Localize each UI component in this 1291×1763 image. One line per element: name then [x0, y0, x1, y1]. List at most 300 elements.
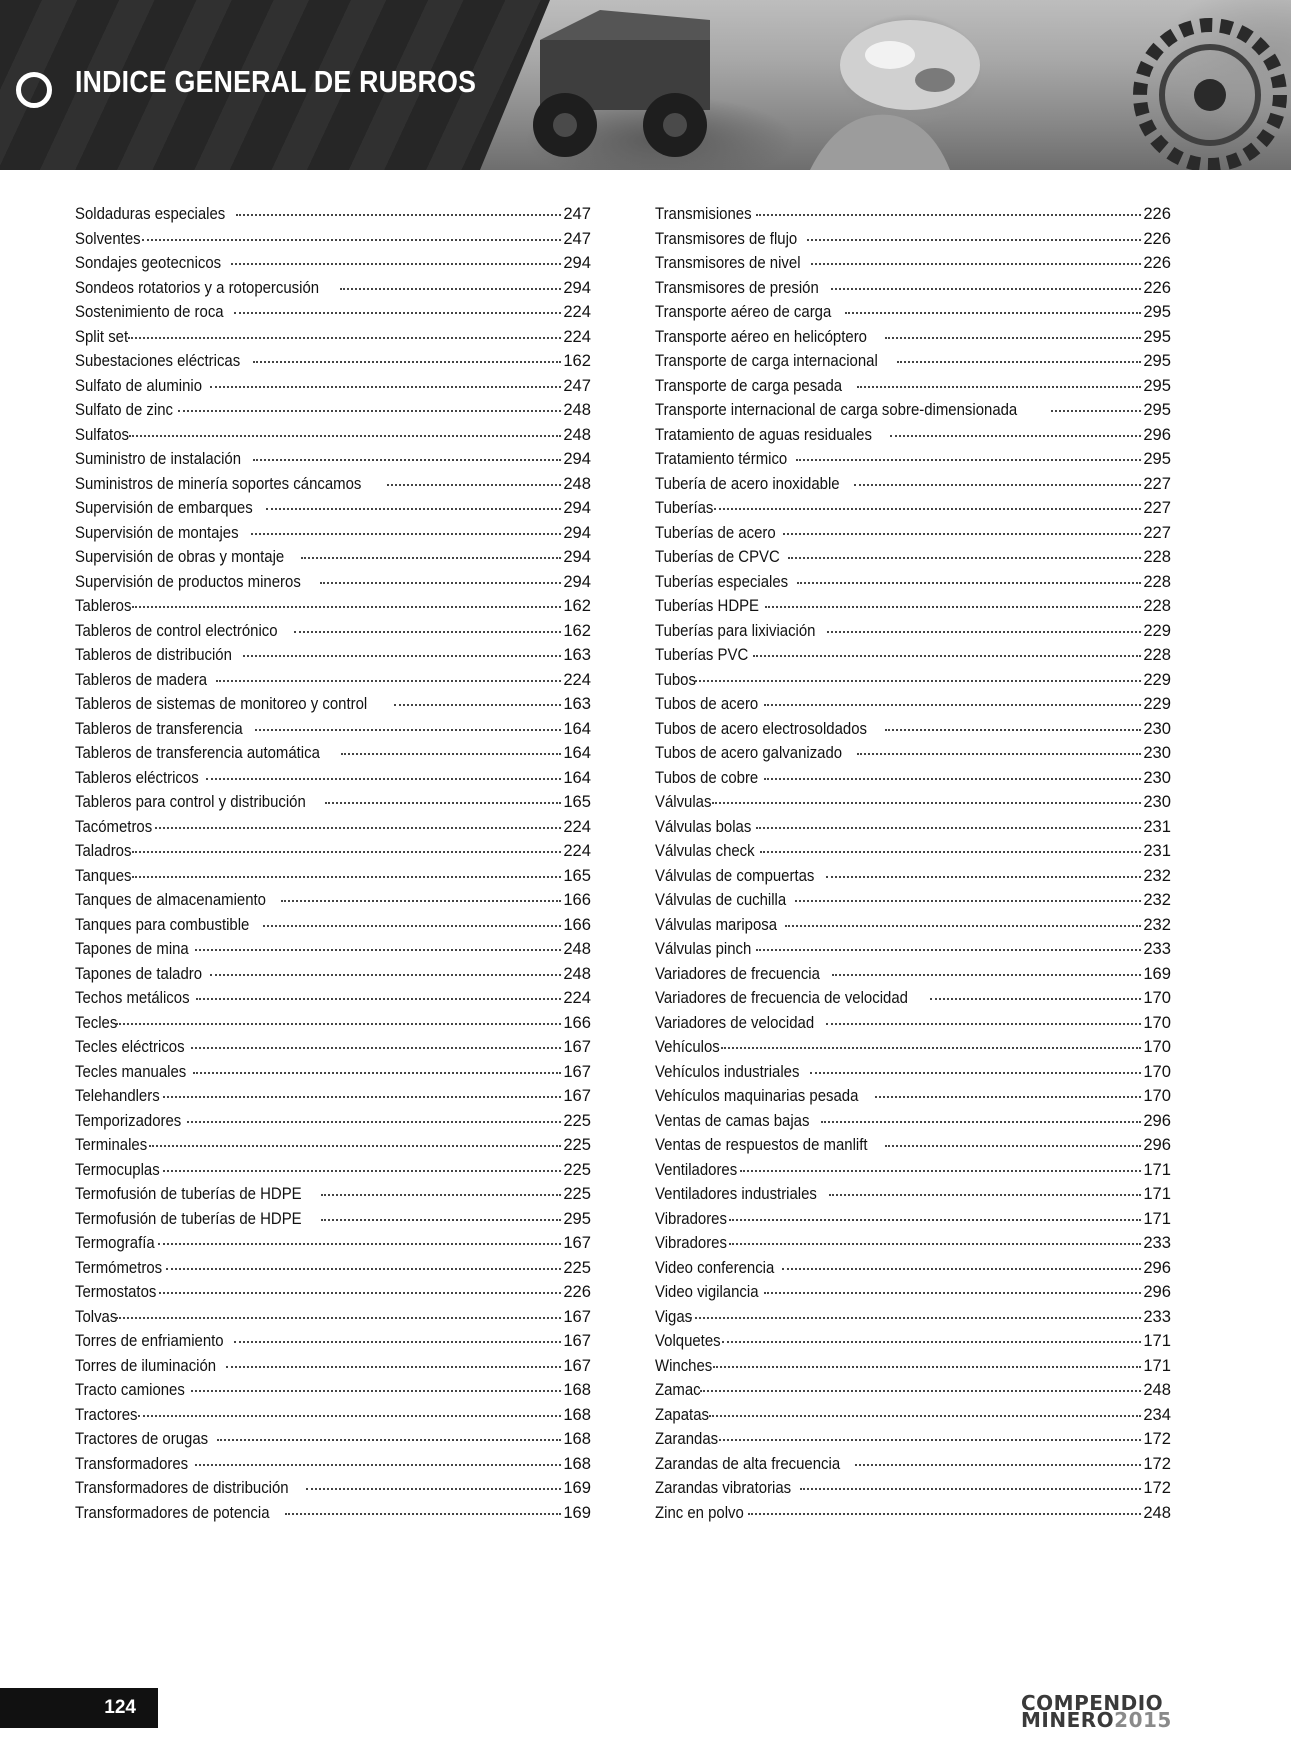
dot-leader [243, 655, 561, 657]
index-term: Sondajes geotecnicos [75, 253, 222, 272]
dot-leader [729, 1243, 1141, 1245]
index-page-number: 227 [1143, 498, 1171, 517]
index-entry [655, 1109, 1171, 1134]
index-page-number: 168 [563, 1380, 591, 1399]
dot-leader [251, 533, 562, 535]
index-page-number: 294 [563, 277, 591, 297]
dot-leader [885, 337, 1142, 339]
index-entry [655, 276, 1171, 301]
dot-leader [187, 1121, 561, 1123]
dot-leader [890, 435, 1141, 437]
index-page-number: 169 [563, 1502, 591, 1522]
index-term: Vibradores [655, 1233, 727, 1252]
index-page-number: 172 [1143, 1429, 1171, 1448]
index-entry [75, 447, 591, 472]
index-page-number: 226 [1143, 204, 1171, 223]
index-term: Torres de enfriamiento [75, 1331, 224, 1350]
dot-leader [142, 239, 561, 241]
index-term: Termocuplas [75, 1159, 160, 1179]
index-term: Taladros [75, 841, 132, 860]
index-entry [655, 1329, 1171, 1354]
circle-icon [16, 72, 52, 108]
index-page-number: 230 [1143, 767, 1171, 787]
dot-leader [263, 925, 562, 927]
index-page-number: 171 [1143, 1159, 1171, 1179]
dot-leader [1051, 410, 1141, 412]
index-entry [75, 423, 591, 448]
index-page-number: 248 [563, 424, 591, 444]
index-entry [655, 888, 1171, 913]
index-term: Tubería de acero inoxidable [655, 473, 840, 493]
index-entry [75, 300, 591, 325]
index-page-number: 296 [1143, 1135, 1171, 1154]
dot-leader [132, 876, 562, 878]
index-term: Válvulas pinch [655, 939, 752, 958]
dot-leader [713, 1366, 1142, 1368]
index-term: Tableros de distribución [75, 645, 232, 664]
index-term: Tableros de control electrónico [75, 620, 278, 640]
dot-leader [875, 1096, 1141, 1098]
dot-leader [756, 214, 1141, 216]
index-term: Válvulas mariposa [655, 914, 778, 934]
index-page-number: 224 [563, 669, 591, 689]
dot-leader [719, 1439, 1141, 1441]
index-entry [75, 521, 591, 546]
index-term: Tecles eléctricos [75, 1037, 185, 1056]
dot-leader [116, 1023, 561, 1025]
index-page-number: 294 [563, 253, 591, 272]
index-entry [75, 398, 591, 423]
dot-leader [721, 1047, 1141, 1049]
index-entry [655, 1476, 1171, 1501]
index-entry [75, 1109, 591, 1134]
index-entry [655, 1035, 1171, 1060]
dot-leader [930, 998, 1141, 1000]
index-entry [75, 1256, 591, 1281]
index-page-number: 294 [563, 571, 591, 591]
index-page-number: 295 [1143, 351, 1171, 370]
index-entry [655, 472, 1171, 497]
index-term: Ventiladores industriales [655, 1184, 817, 1203]
dot-leader [306, 1488, 561, 1490]
dot-leader [756, 949, 1141, 951]
dot-leader [854, 484, 1141, 486]
index-entry [655, 594, 1171, 619]
index-entry [655, 202, 1171, 227]
index-entry [655, 1501, 1171, 1526]
index-entry [655, 815, 1171, 840]
index-page-number: 228 [1143, 547, 1171, 566]
dot-leader [163, 1170, 561, 1172]
index-entry [655, 643, 1171, 668]
index-term: Tableros de transferencia automática [75, 743, 320, 762]
index-page-number: 296 [1143, 424, 1171, 444]
index-term: Tecles manuales [75, 1061, 187, 1081]
index-page-number: 294 [563, 449, 591, 468]
index-term: Tuberías de acero [655, 522, 776, 542]
dot-leader [722, 1341, 1141, 1343]
index-term: Transmisores de presión [655, 277, 819, 297]
index-term: Video conferencia [655, 1257, 775, 1277]
index-page-number: 162 [563, 596, 591, 615]
index-page-number: 168 [563, 1453, 591, 1473]
index-entry [655, 668, 1171, 693]
index-term: Tubos [655, 669, 696, 689]
index-page-number: 296 [1143, 1257, 1171, 1277]
index-entry [75, 692, 591, 717]
index-page-number: 294 [563, 522, 591, 542]
index-entry [655, 227, 1171, 252]
index-column-right [655, 202, 1171, 1525]
dot-leader [285, 1513, 561, 1515]
index-term: Tanques para combustible [75, 914, 250, 934]
index-page-number: 229 [1143, 694, 1171, 713]
dot-leader [206, 778, 561, 780]
index-entry [75, 619, 591, 644]
dot-leader [226, 1366, 562, 1368]
index-page-number: 171 [1143, 1331, 1171, 1350]
dot-leader [885, 1145, 1141, 1147]
dot-leader [301, 557, 561, 559]
index-entry [75, 1329, 591, 1354]
index-page-number: 228 [1143, 645, 1171, 664]
dot-leader [740, 1170, 1141, 1172]
index-term: Tableros [75, 596, 132, 615]
index-term: Zapatas [655, 1404, 709, 1424]
index-term: Transmisores de nivel [655, 253, 801, 272]
index-page-number: 248 [1143, 1380, 1171, 1399]
index-entry [75, 864, 591, 889]
dot-leader [788, 557, 1142, 559]
dot-leader [128, 337, 561, 339]
index-page-number: 248 [563, 400, 591, 419]
index-entry [75, 1452, 591, 1477]
index-entry [75, 962, 591, 987]
index-entry [75, 1378, 591, 1403]
index-entry [655, 1158, 1171, 1183]
dot-leader [195, 949, 561, 951]
index-entry [655, 447, 1171, 472]
dot-leader [216, 680, 562, 682]
index-term: Supervisión de productos mineros [75, 571, 301, 591]
index-entry [75, 276, 591, 301]
index-entry [75, 937, 591, 962]
index-entry [75, 741, 591, 766]
index-entry [655, 962, 1171, 987]
dot-leader [158, 1243, 562, 1245]
dot-leader [829, 1194, 1141, 1196]
index-page-number: 169 [1143, 963, 1171, 983]
dot-leader [166, 1268, 561, 1270]
index-page-number: 296 [1143, 1110, 1171, 1130]
index-entry [75, 839, 591, 864]
dot-leader [845, 312, 1141, 314]
index-term: Válvulas bolas [655, 816, 752, 836]
index-entry [75, 202, 591, 227]
index-term: Termostatos [75, 1282, 157, 1301]
dot-leader [760, 851, 1142, 853]
index-term: Transmisiones [655, 204, 752, 223]
index-term: Suministro de instalación [75, 449, 242, 468]
index-term: Tractores de orugas [75, 1429, 209, 1448]
index-term: Subestaciones eléctricas [75, 351, 241, 370]
dot-leader [217, 1439, 561, 1441]
index-entry [655, 1378, 1171, 1403]
index-term: Transmisores de flujo [655, 228, 798, 248]
index-entry [75, 1427, 591, 1452]
index-page-number: 296 [1143, 1282, 1171, 1301]
dot-leader [155, 827, 562, 829]
index-page-number: 295 [1143, 302, 1171, 321]
index-page-number: 170 [1143, 1061, 1171, 1081]
index-page-number: 169 [563, 1478, 591, 1497]
dot-leader [897, 361, 1142, 363]
brand-logo [1021, 1691, 1221, 1735]
index-term: Zamac [655, 1380, 701, 1399]
dot-leader [116, 1317, 561, 1319]
index-page-number: 231 [1143, 841, 1171, 860]
dot-leader [236, 214, 561, 216]
dot-leader [231, 263, 561, 265]
dot-leader [341, 753, 561, 755]
dot-leader [253, 459, 561, 461]
index-entry [655, 1427, 1171, 1452]
dot-leader [129, 435, 561, 437]
index-entry [655, 349, 1171, 374]
index-term: Supervisión de montajes [75, 522, 239, 542]
index-entry [655, 251, 1171, 276]
index-entry [655, 766, 1171, 791]
page-title: INDICE GENERAL DE RUBROS [75, 64, 477, 99]
index-term: Supervisión de obras y montaje [75, 547, 285, 566]
index-entry [75, 1158, 591, 1183]
brand-line2 [1021, 1708, 1221, 1732]
dot-leader [714, 508, 1141, 510]
index-term: Sondeos rotatorios y a rotopercusión [75, 277, 320, 297]
dot-leader [178, 410, 561, 412]
index-page-number: 295 [1143, 449, 1171, 468]
dot-leader [195, 1464, 562, 1466]
index-entry [655, 325, 1171, 350]
index-page-number: 167 [563, 1037, 591, 1056]
index-entry [75, 643, 591, 668]
dot-leader [782, 1268, 1142, 1270]
dot-leader [210, 974, 561, 976]
dot-leader [709, 1415, 1141, 1417]
index-entry [75, 472, 591, 497]
dot-leader [753, 655, 1142, 657]
index-entry [655, 1084, 1171, 1109]
index-term: Transporte de carga internacional [655, 351, 878, 370]
index-term: Tuberías PVC [655, 645, 749, 664]
index-page-number: 232 [1143, 914, 1171, 934]
index-entry [75, 913, 591, 938]
index-page-number: 226 [1143, 253, 1171, 272]
index-term: Vehículos industriales [655, 1061, 800, 1081]
index-term: Suministros de minería soportes cáncamos [75, 473, 362, 493]
index-page-number: 225 [563, 1184, 591, 1203]
index-page-number: 167 [563, 1355, 591, 1375]
header-photo-illustration [480, 0, 1291, 170]
brand-line1: COMPENDIO [1021, 1691, 1164, 1715]
index-term: Sulfato de aluminio [75, 375, 203, 395]
index-page-number: 247 [563, 375, 591, 395]
index-entry [75, 1207, 591, 1232]
index-page-number: 228 [1143, 596, 1171, 615]
index-entry [655, 570, 1171, 595]
index-term: Tapones de mina [75, 939, 189, 958]
index-page-number: 225 [563, 1257, 591, 1277]
index-term: Termofusión de tuberías de HDPE [75, 1184, 302, 1203]
index-entry [655, 1231, 1171, 1256]
index-entry [75, 227, 591, 252]
index-term: Tolvas [75, 1306, 118, 1326]
dot-leader [321, 1194, 562, 1196]
dot-leader [281, 900, 561, 902]
index-entry [75, 1011, 591, 1036]
index-page-number: 226 [1143, 228, 1171, 248]
index-entry [655, 741, 1171, 766]
index-entry [75, 790, 591, 815]
index-page-number: 165 [563, 865, 591, 885]
index-page-number: 230 [1143, 718, 1171, 738]
index-term: Torres de iluminación [75, 1355, 217, 1375]
index-term: Tacómetros [75, 816, 153, 836]
index-term: Ventiladores [655, 1159, 738, 1179]
index-entry [75, 594, 591, 619]
dot-leader [783, 533, 1141, 535]
index-entry [655, 545, 1171, 570]
index-entry [655, 1011, 1171, 1036]
index-term: Transformadores de distribución [75, 1478, 289, 1497]
index-term: Tecles [75, 1012, 118, 1032]
index-entry [655, 1280, 1171, 1305]
dot-leader [756, 827, 1141, 829]
index-page-number: 224 [563, 816, 591, 836]
index-page-number: 164 [563, 718, 591, 738]
index-entry [75, 496, 591, 521]
index-page-number: 164 [563, 767, 591, 787]
index-entry [655, 1182, 1171, 1207]
index-page-number: 232 [1143, 865, 1171, 885]
index-entry [655, 1403, 1171, 1428]
index-entry [655, 374, 1171, 399]
header-photo [480, 0, 1291, 170]
index-page-number: 168 [563, 1429, 591, 1448]
index-term: Tuberías para lixiviación [655, 620, 816, 640]
index-page-number: 168 [563, 1404, 591, 1424]
index-entry [75, 1231, 591, 1256]
index-page-number: 248 [563, 473, 591, 493]
index-term: Transporte de carga pesada [655, 375, 843, 395]
dot-leader [394, 704, 562, 706]
index-term: Tableros eléctricos [75, 767, 199, 787]
index-term: Vehículos [655, 1037, 720, 1056]
dot-leader [857, 753, 1141, 755]
dot-leader [826, 1023, 1142, 1025]
index-entry [75, 570, 591, 595]
dot-leader [764, 704, 1142, 706]
dot-leader [193, 1072, 562, 1074]
dot-leader [255, 729, 561, 731]
index-entry [75, 349, 591, 374]
index-term: Tanques de almacenamiento [75, 890, 266, 909]
index-term: Válvulas check [655, 841, 755, 860]
dot-leader [294, 631, 561, 633]
index-term: Transporte internacional de carga sobre-dimensionada [655, 400, 1018, 419]
index-page-number: 171 [1143, 1184, 1171, 1203]
index-page-number: 224 [563, 326, 591, 346]
dot-leader [325, 802, 561, 804]
index-page-number: 224 [563, 302, 591, 321]
dot-leader [191, 1047, 562, 1049]
index-page-number: 231 [1143, 816, 1171, 836]
index-page-number: 227 [1143, 522, 1171, 542]
index-term: Variadores de frecuencia [655, 963, 820, 983]
index-term: Zarandas [655, 1429, 719, 1448]
index-entry [75, 545, 591, 570]
dot-leader [138, 1415, 561, 1417]
index-entry [655, 496, 1171, 521]
index-entry [655, 717, 1171, 742]
index-page-number: 170 [1143, 1037, 1171, 1056]
index-page-number: 167 [563, 1061, 591, 1081]
index-page-number: 162 [563, 351, 591, 370]
index-page-number: 294 [563, 498, 591, 517]
index-entry [75, 1060, 591, 1085]
index-page-number: 230 [1143, 792, 1171, 811]
index-term: Termómetros [75, 1257, 163, 1277]
index-term: Transporte aéreo de carga [655, 302, 832, 321]
index-page-number: 247 [563, 204, 591, 223]
index-entry [655, 1305, 1171, 1330]
brand-word: MINERO [1021, 1708, 1115, 1732]
dot-leader [266, 508, 561, 510]
dot-leader [764, 778, 1142, 780]
dot-leader [387, 484, 561, 486]
dot-leader [700, 1390, 1142, 1392]
dot-leader [210, 386, 561, 388]
mining-truck-image [533, 10, 710, 157]
index-entry [655, 1060, 1171, 1085]
index-entry [655, 1452, 1171, 1477]
dot-leader [132, 851, 562, 853]
index-page-number: 248 [1143, 1502, 1171, 1522]
index-entry [655, 913, 1171, 938]
index-term: Temporizadores [75, 1110, 182, 1130]
dot-leader [795, 900, 1142, 902]
dot-leader [857, 386, 1141, 388]
index-term: Telehandlers [75, 1086, 160, 1105]
index-term: Válvulas de cuchilla [655, 890, 787, 909]
dot-leader [800, 1488, 1141, 1490]
dot-leader [764, 1292, 1141, 1294]
index-page-number: 170 [1143, 1012, 1171, 1032]
index-page-number: 295 [1143, 400, 1171, 419]
index-entry [655, 521, 1171, 546]
dot-leader [797, 582, 1141, 584]
index-term: Vibradores [655, 1208, 727, 1228]
index-page-number: 172 [1143, 1478, 1171, 1497]
index-term: Ventas de camas bajas [655, 1110, 810, 1130]
index-page-number: 167 [563, 1306, 591, 1326]
index-page-number: 233 [1143, 1233, 1171, 1252]
index-page-number: 229 [1143, 620, 1171, 640]
index-entry [655, 1354, 1171, 1379]
index-page-number: 224 [563, 841, 591, 860]
index-term: Tableros de sistemas de monitoreo y control [75, 694, 368, 713]
index-page-number: 230 [1143, 743, 1171, 762]
